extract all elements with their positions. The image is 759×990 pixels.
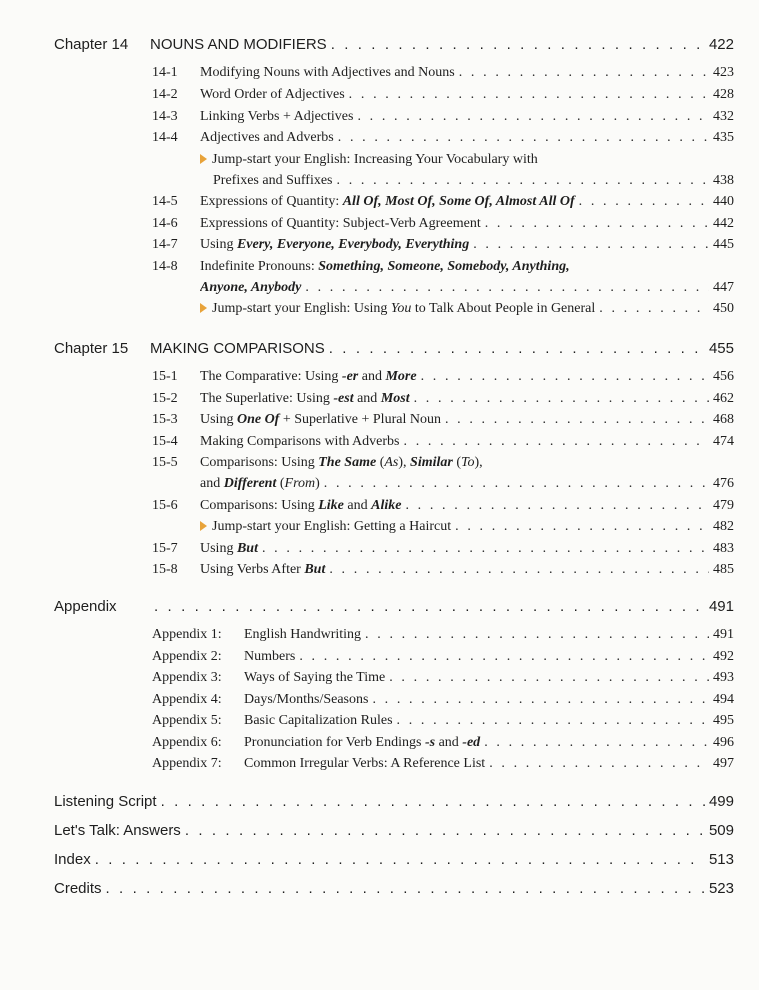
page-number: 423	[713, 65, 734, 80]
appendix-number: Appendix 4:	[152, 692, 222, 707]
page-number: 485	[713, 562, 734, 577]
section-title: Using But	[200, 541, 258, 556]
toc-entry-appendix-6[interactable]	[152, 735, 734, 751]
play-arrow-icon	[200, 521, 207, 531]
toc-entry-appendix-3[interactable]	[152, 670, 734, 686]
page-number: 491	[713, 627, 734, 642]
section-title: Using Every, Everyone, Everybody, Everything	[200, 237, 470, 252]
leader-dots	[95, 851, 705, 868]
page-number: 476	[713, 476, 734, 491]
toc-entry-appendix-2[interactable]	[152, 649, 734, 665]
play-arrow-icon	[200, 154, 207, 164]
jump-start-title: Jump-start your English: Getting a Haircut	[200, 519, 451, 535]
toc-entry-15-7[interactable]	[152, 541, 734, 557]
play-arrow-icon	[200, 303, 207, 313]
leader-dots	[455, 519, 709, 535]
section-title: The Superlative: Using -est and Most	[200, 391, 410, 406]
toc-entry-appendix-5[interactable]	[152, 713, 734, 729]
toc-entry-15-8[interactable]	[152, 562, 734, 578]
leader-dots	[338, 130, 709, 146]
section-title-cont: Anyone, Anybody	[200, 280, 302, 295]
section-number: 15-7	[152, 541, 178, 556]
chapter-label: Chapter 14	[54, 36, 129, 53]
appendix-title: Ways of Saying the Time	[244, 670, 386, 685]
leader-dots	[357, 109, 709, 125]
leader-dots	[262, 541, 709, 557]
toc-entry-appendix-7[interactable]	[152, 756, 734, 772]
entry-label: Index	[54, 851, 91, 868]
toc-entry-14-8-line2[interactable]	[200, 280, 734, 296]
section-title: Making Comparisons with Adverbs	[200, 434, 400, 449]
section-title: Adjectives and Adverbs	[200, 130, 334, 145]
section-number: 14-3	[152, 109, 178, 124]
chapter-title: NOUNS AND MODIFIERS	[150, 36, 327, 53]
page-number: 523	[708, 880, 734, 897]
leader-dots	[579, 194, 709, 210]
section-number: 14-7	[152, 237, 178, 252]
section-number: 14-6	[152, 216, 178, 231]
jump-start-vocabulary-line2[interactable]	[213, 173, 734, 189]
leader-dots	[404, 434, 710, 450]
page-number: 450	[713, 301, 734, 316]
page-number: 474	[713, 434, 734, 449]
appendix-title: Days/Months/Seasons	[244, 692, 369, 707]
appendix-number: Appendix 2:	[152, 649, 222, 664]
page-number: 440	[713, 194, 734, 209]
appendix-title: Basic Capitalization Rules	[244, 713, 393, 728]
page-number: 492	[713, 649, 734, 664]
leader-dots	[485, 216, 709, 232]
page-number: 435	[713, 130, 734, 145]
leader-dots	[599, 301, 709, 317]
page-number: 428	[713, 87, 734, 102]
page-number: 447	[713, 280, 734, 295]
page-number: 468	[713, 412, 734, 427]
appendix-title: Pronunciation for Verb Endings -s and -ed	[244, 735, 481, 750]
toc-entry-14-8-line1[interactable]	[152, 259, 570, 275]
leader-dots	[414, 391, 709, 407]
toc-entry-listening-script[interactable]	[54, 793, 734, 810]
appendix-heading[interactable]	[54, 598, 734, 615]
toc-entry-15-4[interactable]	[152, 434, 734, 450]
toc-entry-lets-talk-answers[interactable]	[54, 822, 734, 839]
page-number: 493	[713, 670, 734, 685]
leader-dots	[185, 822, 705, 839]
leader-dots	[299, 649, 709, 665]
page-number: 479	[713, 498, 734, 513]
leader-dots	[154, 598, 705, 615]
section-title: Modifying Nouns with Adjectives and Nouns	[200, 65, 455, 80]
leader-dots	[324, 476, 709, 492]
jump-start-haircut[interactable]	[200, 519, 734, 535]
page-number: 496	[713, 735, 734, 750]
toc-entry-14-2[interactable]	[152, 87, 734, 103]
entry-label: Let's Talk: Answers	[54, 822, 181, 839]
section-number: 15-1	[152, 369, 178, 384]
page-number: 445	[713, 237, 734, 252]
leader-dots	[421, 369, 709, 385]
section-title-cont: and Different (From)	[200, 476, 320, 491]
toc-entry-15-1[interactable]	[152, 369, 734, 385]
leader-dots	[489, 756, 709, 772]
leader-dots	[305, 280, 709, 296]
page-number: 456	[713, 369, 734, 384]
leader-dots	[473, 237, 709, 253]
entry-label: Listening Script	[54, 793, 157, 810]
section-title: Comparisons: Using Like and Alike	[200, 498, 402, 513]
page-number: 442	[713, 216, 734, 231]
page-number: 462	[713, 391, 734, 406]
section-title: Using Verbs After But	[200, 562, 326, 577]
section-title: Word Order of Adjectives	[200, 87, 345, 102]
leader-dots	[389, 670, 709, 686]
leader-dots	[484, 735, 709, 751]
toc-entry-14-4[interactable]	[152, 130, 734, 146]
appendix-number: Appendix 6:	[152, 735, 222, 750]
toc-entry-appendix-1[interactable]	[152, 627, 734, 643]
toc-entry-appendix-4[interactable]	[152, 692, 734, 708]
page-number: 422	[708, 36, 734, 53]
page-number: 513	[708, 851, 734, 868]
leader-dots	[106, 880, 705, 897]
toc-entry-index[interactable]	[54, 851, 734, 868]
section-number: 14-5	[152, 194, 178, 209]
jump-start-title-cont: Prefixes and Suffixes	[213, 173, 333, 188]
leader-dots	[331, 36, 705, 53]
entry-label: Credits	[54, 880, 102, 897]
toc-entry-15-5-line1[interactable]	[152, 455, 483, 471]
section-number: 14-2	[152, 87, 178, 102]
page-number: 491	[708, 598, 734, 615]
leader-dots	[349, 87, 709, 103]
appendix-number: Appendix 3:	[152, 670, 222, 685]
page-number: 509	[708, 822, 734, 839]
page-number: 432	[713, 109, 734, 124]
leader-dots	[372, 692, 709, 708]
jump-start-vocabulary-line1[interactable]	[200, 152, 538, 168]
leader-dots	[445, 412, 709, 428]
appendix-label: Appendix	[54, 598, 117, 615]
appendix-number: Appendix 5:	[152, 713, 222, 728]
page-number: 455	[708, 340, 734, 357]
toc-entry-15-6[interactable]	[152, 498, 734, 514]
leader-dots	[405, 498, 709, 514]
appendix-title: Common Irregular Verbs: A Reference List	[244, 756, 486, 771]
jump-start-you[interactable]	[200, 301, 734, 317]
chapter-label: Chapter 15	[54, 340, 129, 357]
chapter-title: MAKING COMPARISONS	[150, 340, 325, 357]
page-number: 483	[713, 541, 734, 556]
appendix-title: Numbers	[244, 649, 296, 664]
section-title: Indefinite Pronouns: Something, Someone, Somebody, Anything,	[200, 259, 570, 274]
toc-entry-15-5-line2[interactable]	[200, 476, 734, 492]
section-number: 15-8	[152, 562, 178, 577]
section-title: Using One Of + Superlative + Plural Noun	[200, 412, 441, 427]
jump-start-title: Jump-start your English: Increasing Your Vocabulary with	[212, 152, 538, 167]
leader-dots	[329, 340, 705, 357]
leader-dots	[365, 627, 709, 643]
page-number: 497	[713, 756, 734, 771]
section-title: Expressions of Quantity: All Of, Most Of, Some Of, Almost All Of	[200, 194, 575, 209]
section-number: 15-4	[152, 434, 178, 449]
section-number: 14-1	[152, 65, 178, 80]
page-number: 495	[713, 713, 734, 728]
leader-dots	[397, 713, 709, 729]
section-number: 15-5	[152, 455, 178, 470]
page-number: 482	[713, 519, 734, 534]
chapter-15-heading[interactable]	[54, 340, 734, 357]
toc-entry-14-6[interactable]	[152, 216, 734, 232]
appendix-number: Appendix 1:	[152, 627, 222, 642]
toc-entry-14-5[interactable]	[152, 194, 734, 210]
section-title: Comparisons: Using The Same (As), Similar (To),	[200, 455, 483, 470]
jump-start-title: Jump-start your English: Using You to Talk About People in General	[200, 301, 595, 317]
leader-dots	[337, 173, 710, 189]
section-title: Expressions of Quantity: Subject-Verb Agreement	[200, 216, 481, 231]
toc-entry-14-7[interactable]	[152, 237, 734, 253]
page-number: 499	[708, 793, 734, 810]
appendix-title: English Handwriting	[244, 627, 362, 642]
section-number: 15-2	[152, 391, 178, 406]
toc-entry-14-1[interactable]	[152, 65, 734, 81]
section-number: 15-3	[152, 412, 178, 427]
section-title: The Comparative: Using -er and More	[200, 369, 417, 384]
page-number: 494	[713, 692, 734, 707]
leader-dots	[161, 793, 705, 810]
section-number: 14-4	[152, 130, 178, 145]
section-title: Linking Verbs + Adjectives	[200, 109, 354, 124]
section-number: 14-8	[152, 259, 178, 274]
chapter-14-heading[interactable]	[54, 36, 734, 53]
appendix-number: Appendix 7:	[152, 756, 222, 771]
toc-entry-15-2[interactable]	[152, 391, 734, 407]
leader-dots	[459, 65, 709, 81]
section-number: 15-6	[152, 498, 178, 513]
toc-entry-15-3[interactable]	[152, 412, 734, 428]
toc-entry-14-3[interactable]	[152, 109, 734, 125]
toc-entry-credits[interactable]	[54, 880, 734, 897]
page-number: 438	[713, 173, 734, 188]
leader-dots	[329, 562, 709, 578]
